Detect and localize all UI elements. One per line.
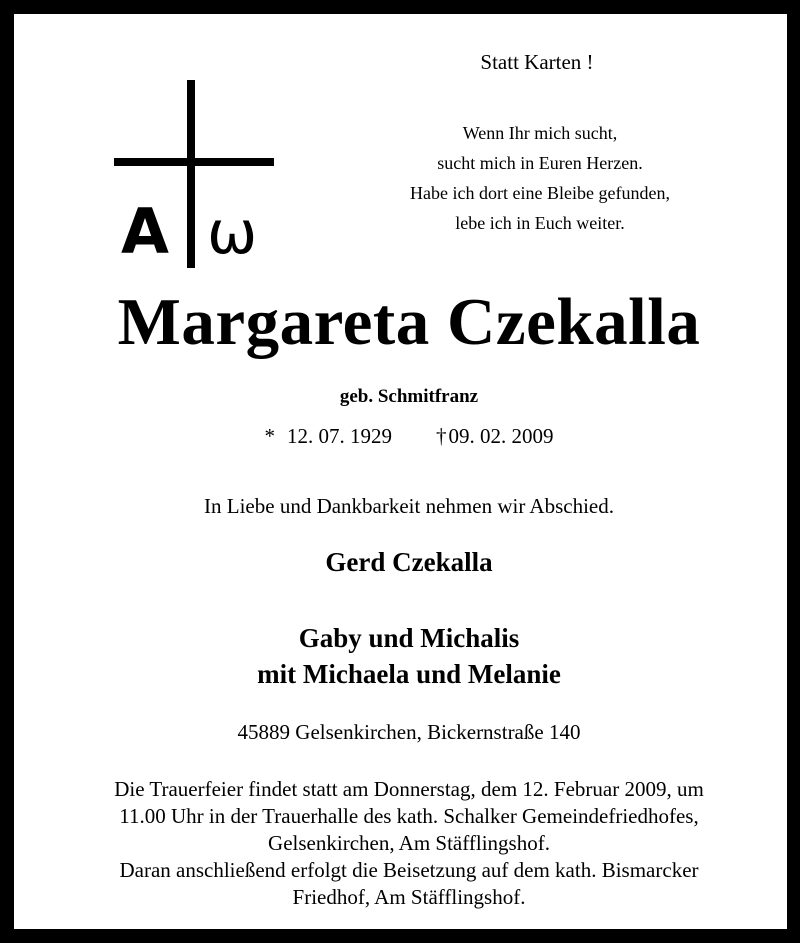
funeral-line: Daran anschließend erfolgt die Beisetzung auf dem kath. Bismarcker bbox=[119, 858, 699, 882]
birth-name: geb. Schmitfranz bbox=[339, 386, 479, 407]
poem-line: sucht mich in Euren Herzen. bbox=[437, 153, 643, 173]
mourner: Gerd Czekalla bbox=[325, 547, 493, 577]
poem bbox=[354, 118, 726, 238]
address: 45889 Gelsenkirchen, Bickernstraße 140 bbox=[237, 720, 581, 744]
funeral-line: Friedhof, Am Stäfflingshof. bbox=[292, 885, 526, 909]
funeral-line: Die Trauerfeier findet statt am Donnerstag, dem 12. Februar 2009, um bbox=[114, 777, 704, 801]
death-date: 09. 02. 2009 bbox=[448, 424, 554, 448]
funeral-line: 11.00 Uhr in der Trauerhalle des kath. Schalker Gemeindefriedhofes, bbox=[119, 804, 699, 828]
poem-line: Habe ich dort eine Bleibe gefunden, bbox=[410, 183, 670, 203]
birth-symbol: * bbox=[264, 424, 275, 448]
death-symbol: † bbox=[436, 424, 447, 448]
mourner: mit Michaela und Melanie bbox=[257, 659, 561, 689]
statt-karten-header: Statt Karten ! bbox=[480, 50, 594, 74]
omega-letter: ω bbox=[207, 198, 258, 268]
farewell-line: In Liebe und Dankbarkeit nehmen wir Abschied. bbox=[204, 494, 614, 518]
poem-line: lebe ich in Euch weiter. bbox=[455, 213, 625, 233]
mourner-family bbox=[14, 620, 800, 692]
funeral-line: Gelsenkirchen, Am Stäfflingshof. bbox=[268, 831, 550, 855]
obituary-notice bbox=[14, 14, 787, 929]
cross-alpha-omega-icon bbox=[109, 78, 279, 278]
life-dates bbox=[14, 424, 800, 449]
funeral-details bbox=[44, 776, 774, 911]
poem-line: Wenn Ihr mich sucht, bbox=[462, 123, 618, 143]
deceased-name: Margareta Czekalla bbox=[117, 285, 701, 359]
birth-date: 12. 07. 1929 bbox=[287, 424, 392, 448]
mourner: Gaby und Michalis bbox=[298, 623, 520, 653]
alpha-letter: A bbox=[121, 195, 169, 268]
